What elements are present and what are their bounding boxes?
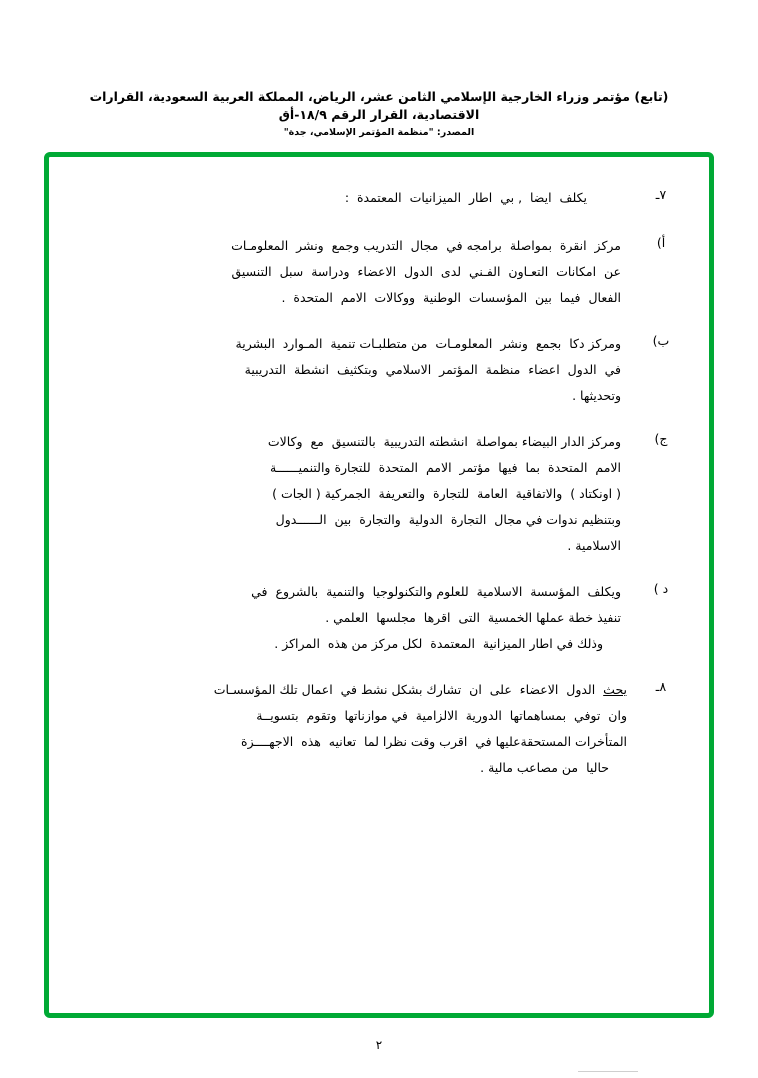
header-source: المصدر: "منظمة المؤتمر الإسلامي، جدة" bbox=[283, 127, 475, 138]
clause-7-marker: ٧ـ bbox=[655, 187, 667, 202]
clause-7-sub-c-line-4: وبتنظيم ندوات في مجال التجارة الدولية والتجارة بين الــــــدول bbox=[275, 512, 621, 527]
clause-7-sub-c-line-5: الاسلامية . bbox=[567, 538, 621, 553]
green-frame-border bbox=[44, 152, 714, 1018]
clause-7-sub-a-line-2: عن امكانات التعـاون الفـني لدى الدول الاعضاء ودراسة سبل التنسيق bbox=[231, 264, 621, 279]
clause-7-sub-a-line-1: مركز انقرة بمواصلة برامجه في مجال التدريب وجمع ونشر المعلومـات bbox=[231, 238, 621, 253]
clause-7-sub-b bbox=[75, 331, 683, 409]
clause-7-sub-b-line-1: ومركز دكا بجمع ونشر المعلومـات من متطلبـات تنمية المـوارد البشرية bbox=[235, 336, 621, 351]
clause-7-sub-c-marker: ج) bbox=[654, 431, 668, 446]
document-header bbox=[60, 88, 698, 138]
clause-7 bbox=[75, 185, 683, 211]
clause-7-sub-a-line-3: الفعال فيما بين المؤسسات الوطنية ووكالات الامم المتحدة . bbox=[281, 290, 621, 305]
clause-7-sub-c bbox=[75, 429, 683, 559]
clause-7-sub-b-line-2: في الدول اعضاء منظمة المؤتمر الاسلامي وبتكثيف انشطة التدريبية bbox=[244, 362, 621, 377]
clause-7-sub-c-text bbox=[75, 429, 639, 559]
clause-7-sub-c-line-3: ( اونكتاد ) والاتفاقية العامة للتجارة والتعريفة الجمركية ( الجات ) bbox=[272, 486, 621, 501]
clause-7-sub-a-text bbox=[75, 233, 639, 311]
document-body bbox=[75, 185, 683, 1003]
clause-7-sub-b-line-3: وتحديثها . bbox=[572, 388, 621, 403]
clause-7-text bbox=[75, 185, 639, 211]
clause-7-sub-a-marker: أ) bbox=[656, 235, 666, 250]
clause-8-line-1: يحث الدول الاعضاء على ان تشارك بشكل نشط في اعمال تلك المؤسسـات bbox=[213, 682, 627, 697]
clause-7-sub-d-line-1: ويكلف المؤسسة الاسلامية للعلوم والتكنولوجيا والتنمية بالشروع في bbox=[251, 584, 621, 599]
footer-mark bbox=[578, 1071, 638, 1072]
clause-7-sub-b-text bbox=[75, 331, 639, 409]
page-number: ٢ bbox=[375, 1038, 383, 1052]
clause-8-line-2: وان توفي بمساهماتها الدورية الالزامية في موازناتها وتقوم بتسويــة bbox=[256, 708, 627, 723]
clause-8-line-3: المتأخرات المستحقةعليها في اقرب وقت نظرا لما تعانيه هذه الاجهــــزة bbox=[241, 734, 627, 749]
clause-7-sub-c-line-1: ومركز الدار البيضاء بمواصلة انشطته التدريبية بالتنسيق مع وكالات bbox=[267, 434, 621, 449]
clause-8-line-4: حاليا من مصاعب مالية . bbox=[480, 760, 609, 775]
clause-8-marker: ٨ـ bbox=[655, 679, 667, 694]
clause-7-sub-d-note: وذلك في اطار الميزانية المعتمدة لكل مركز من هذه المراكز . bbox=[274, 636, 603, 651]
clause-7-sub-d-marker: د ) bbox=[653, 581, 669, 596]
clause-7-sub-a bbox=[75, 233, 683, 311]
clause-7-sub-b-marker: ب) bbox=[652, 333, 670, 348]
clause-7-sub-c-line-2: الامم المتحدة بما فيها مؤتمر الامم المتحدة للتجارة والتنميــــــة bbox=[269, 460, 621, 475]
clause-8 bbox=[75, 677, 683, 781]
clause-7-sub-d-text bbox=[75, 579, 639, 657]
clause-8-text bbox=[75, 677, 639, 781]
header-title: (تابع) مؤتمر وزراء الخارجية الإسلامي الثامن عشر، الرياض، المملكة العربية السعودية، القرارات الاقتصادية، القرار الرقم ١٨/٩-أق bbox=[89, 89, 669, 122]
clause-7-sub-d-line-2: تنفيذ خطة عملها الخمسية التى اقرها مجلسها العلمي . bbox=[325, 610, 621, 625]
clause-7-sub-d bbox=[75, 579, 683, 657]
clause-7-line-1: يكلف ايضا , بي اطار الميزانيات المعتمدة : bbox=[344, 190, 587, 205]
underlined-lead-verb: يحث bbox=[603, 682, 627, 697]
